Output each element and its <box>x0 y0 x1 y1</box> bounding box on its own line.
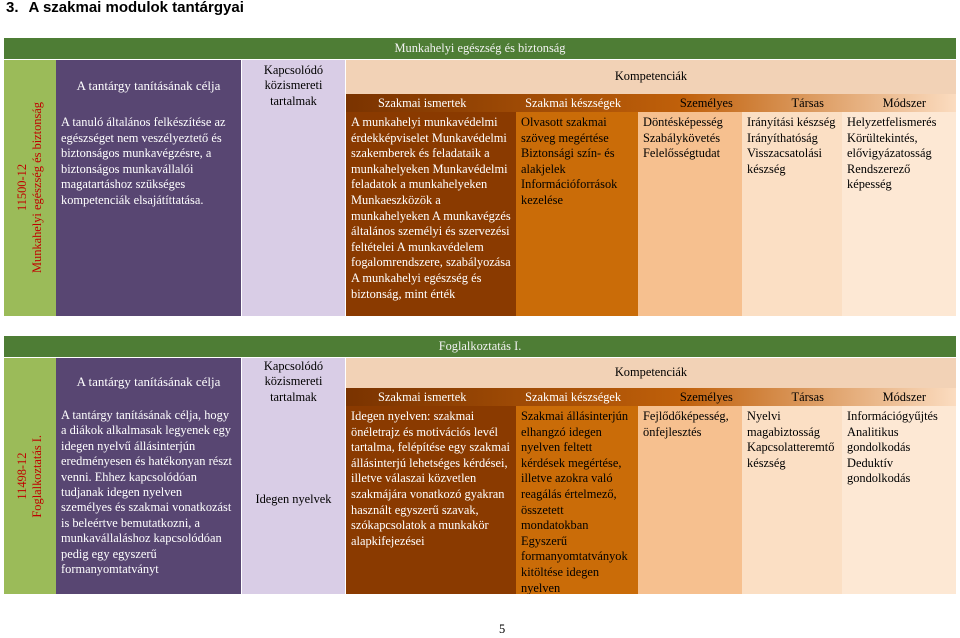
block1-cel-text-content: A tanuló általános felkészítése az egészséget nem veszélyeztető és biztonságos munkavégzésre, a biztonságos munkavállalói magatartáshoz szükséges kompetenciák elsajátíttatása. <box>61 115 226 207</box>
section-number: 3. <box>6 0 19 16</box>
block1-modszer-content: Helyzetfelismerés Körültekintés, elővigyázatosság Rendszerező képesség <box>847 115 937 192</box>
block2-cel-text-content: A tantárgy tanításának célja, hogy a diákok alkalmasak legyenek egy idegen nyelvű állásinterjún eredményesen és hatékonyan részt venni. Ehhez kapcsolódóan tudjanak idegen nyelven személyes és szakmai vonatkozást is beleértve bemutatkozni, a munkavállaláshoz kapcsolódóan pedig egy egyszerű formanyomtatványt <box>61 408 232 577</box>
block1-kapcs-text <box>242 112 346 316</box>
block2-side-label-text <box>15 435 45 518</box>
block2-sub-modszer: Módszer <box>882 389 926 404</box>
block2-subheader-bar <box>346 388 956 406</box>
block1-module-name: Munkahelyi egészség és biztonság <box>30 102 44 274</box>
block2-sub-keszsegek: Szakmai készségek <box>525 389 622 404</box>
block2-ismeretek-text <box>346 406 516 594</box>
block1-side-label <box>4 60 56 316</box>
block1-tarsas-text <box>742 112 842 316</box>
section-heading <box>6 0 254 16</box>
block1-kapcs-header-text: Kapcsolódó közismereti tartalmak <box>263 62 324 108</box>
block1-title-text: Munkahelyi egészség és biztonság <box>394 40 566 55</box>
block1-keszsegek-text <box>516 112 638 316</box>
block1-module-code: 11500-12 <box>15 164 29 212</box>
block1-subheader-bar <box>346 94 956 112</box>
block1-ismeretek-text <box>346 112 516 316</box>
block2-kapcs-text <box>242 406 346 594</box>
block2-sub-tarsas: Társas <box>791 389 824 404</box>
block1-side-label-text <box>15 102 45 273</box>
block1-sub-ismeretek: Szakmai ismertek <box>378 95 467 110</box>
block2-sub-szemelyes: Személyes <box>679 389 733 404</box>
block1-keszsegek-content: Olvasott szakmai szöveg megértése Biztonsági szín- és alakjelek Információforrások kezelése <box>521 115 618 207</box>
block1-modszer-text <box>842 112 956 316</box>
block1-title <box>4 38 956 60</box>
block2-module-code: 11498-12 <box>15 452 29 500</box>
block2-sub-ismeretek: Szakmai ismertek <box>378 389 467 404</box>
block2-title-text: Foglalkoztatás I. <box>438 338 522 353</box>
block2-cel-header <box>56 358 242 406</box>
block2-cel-header-text: A tantárgy tanításának célja <box>76 374 221 390</box>
block2-modszer-text <box>842 406 956 594</box>
block1-kapcs-header <box>242 60 346 112</box>
block1-szemelyes-content: Döntésképesség Szabálykövetés Felelősségtudat <box>643 115 723 161</box>
block1-cel-header-text: A tantárgy tanításának célja <box>76 78 221 94</box>
block2-kapcs-text-content: Idegen nyelvek <box>255 492 332 507</box>
block2-kompetenciak-header <box>346 358 956 388</box>
block2-tarsas-text <box>742 406 842 594</box>
block2-ismeretek-content: Idegen nyelven: szakmai önéletrajz és motivációs levél tartalma, felépítése egy szakmai állásinterjú lehetséges kérdései, illetve válaszai közvetlen szakmájára vonatkozó gyakran használt egyszerű szavak, szókapcsolatok a munkakör alapkifejezései <box>351 409 510 548</box>
block2-kompetenciak-header-text: Kompetenciák <box>614 365 688 380</box>
block1-sub-tarsas: Társas <box>791 95 824 110</box>
block1-sub-keszsegek: Szakmai készségek <box>525 95 622 110</box>
section-title: A szakmai modulok tantárgyai <box>28 0 244 16</box>
block1-tarsas-content: Irányítási készség Irányíthatóság Visszacsatolási készség <box>747 115 836 176</box>
block1-kompetenciak-header <box>346 60 956 94</box>
block1-ismeretek-content: A munkahelyi munkavédelmi érdekképviselet Munkavédelmi szakemberek és feladataik a munkahelyeken Munkavédelmi feladatok a munkahelyeken Munkaeszközök a munkahelyeken A munkavégzés általános személyi és szervezési feltételei A munkavédelem fogalomrendszere, szabályozása A munkahelyi egészség és biztonság, mint érték <box>351 115 511 301</box>
block1-sub-modszer: Módszer <box>882 95 926 110</box>
block2-modszer-content: Információgyűjtés Analitikus gondolkodás Deduktív gondolkodás <box>847 409 938 486</box>
block2-cel-text <box>56 406 242 594</box>
block1-szemelyes-text <box>638 112 742 316</box>
block2-szemelyes-text <box>638 406 742 594</box>
block2-side-label <box>4 358 56 594</box>
block2-kapcs-header <box>242 358 346 406</box>
block2-keszsegek-content: Szakmai állásinterjún elhangzó idegen nyelven feltett kérdések megértése, illetve azokra való reagálás értelmező, összetett mondatokban Egyszerű formanyomtatványok kitöltése idegen nyelven <box>521 409 629 594</box>
block2-module-name: Foglalkoztatás I. <box>30 434 44 518</box>
block2-kapcs-header-text: Kapcsolódó közismereti tartalmak <box>263 358 324 404</box>
block1-cel-text <box>56 112 242 316</box>
block1-sub-szemelyes: Személyes <box>679 95 733 110</box>
block2-szemelyes-content: Fejlődőképesség, önfejlesztés <box>643 409 729 439</box>
block2-tarsas-content: Nyelvi magabiztosság Kapcsolatteremtő készség <box>747 409 835 470</box>
block1-cel-header <box>56 60 242 112</box>
block2-keszsegek-text <box>516 406 638 594</box>
page-number: 5 <box>499 622 506 636</box>
block2-title <box>4 336 956 358</box>
block1-kompetenciak-header-text: Kompetenciák <box>614 69 688 84</box>
